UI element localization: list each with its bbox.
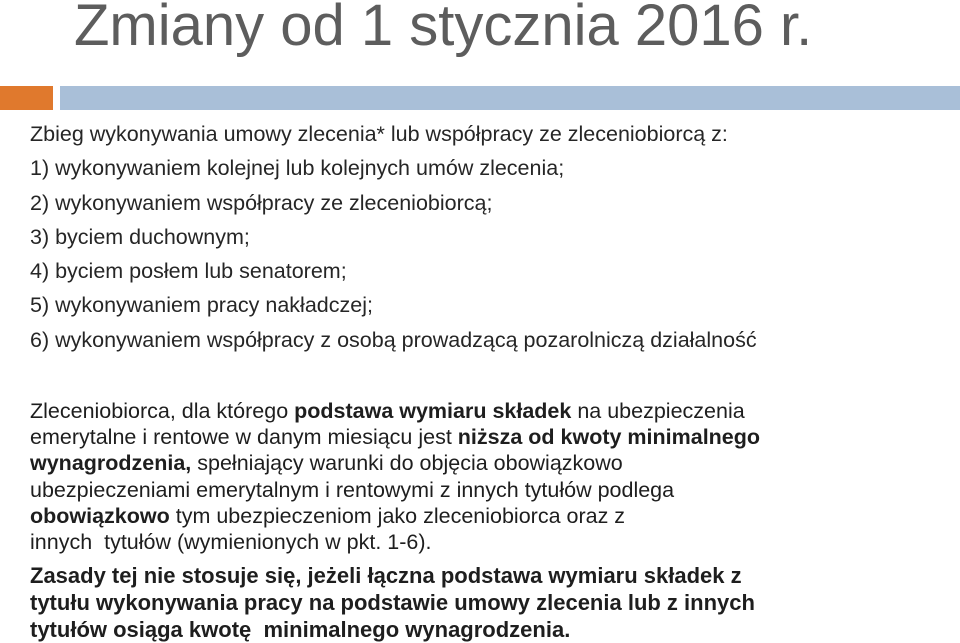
concurrence-list	[30, 117, 757, 357]
list-item: 4) byciem posłem lub senatorem;	[30, 259, 347, 284]
paragraph-line: obowiązkowo tym ubezpieczeniom jako zleceniobiorca oraz z	[30, 503, 626, 528]
paragraph-line: ubezpieczeniami emerytalnym i rentowymi z innych tytułów podlega	[30, 477, 675, 502]
slide-title: Zmiany od 1 stycznia 2016 r.	[74, 0, 813, 58]
rule-line: tytułów osiąga kwotę minimalnego wynagrodzenia.	[30, 617, 571, 642]
list-item: 1) wykonywaniem kolejnej lub kolejnych umów zlecenia;	[30, 156, 565, 181]
list-intro: Zbieg wykonywania umowy zlecenia* lub współpracy ze zleceniobiorcą z:	[30, 122, 728, 146]
accent-bar-blue	[60, 86, 960, 110]
paragraph-line: emerytalne i rentowe w danym miesiącu jest niższa od kwoty minimalnego	[30, 425, 761, 450]
paragraph-line: Zleceniobiorca, dla którego podstawa wymiaru składek na ubezpieczenia	[30, 399, 745, 423]
list-item: 5) wykonywaniem pracy nakładczej;	[30, 293, 373, 318]
accent-bar-orange	[0, 86, 53, 110]
list-item: 2) wykonywaniem współpracy ze zleceniobiorcą;	[30, 190, 493, 215]
rule-line: tytułu wykonywania pracy na podstawie umowy zlecenia lub z innych	[30, 590, 755, 615]
contractor-paragraph	[30, 398, 950, 555]
paragraph-line: wynagrodzenia, spełniający warunki do objęcia obowiązkowo	[30, 451, 623, 476]
exception-rule	[30, 562, 950, 643]
list-item: 6) wykonywaniem współpracy z osobą prowadzącą pozarolniczą działalność	[30, 327, 757, 352]
list-item: 3) byciem duchownym;	[30, 224, 250, 249]
paragraph-line: innych tytułów (wymienionych w pkt. 1-6).	[30, 529, 432, 554]
rule-line: Zasady tej nie stosuje się, jeżeli łączna podstawa wymiaru składek z	[30, 563, 742, 588]
